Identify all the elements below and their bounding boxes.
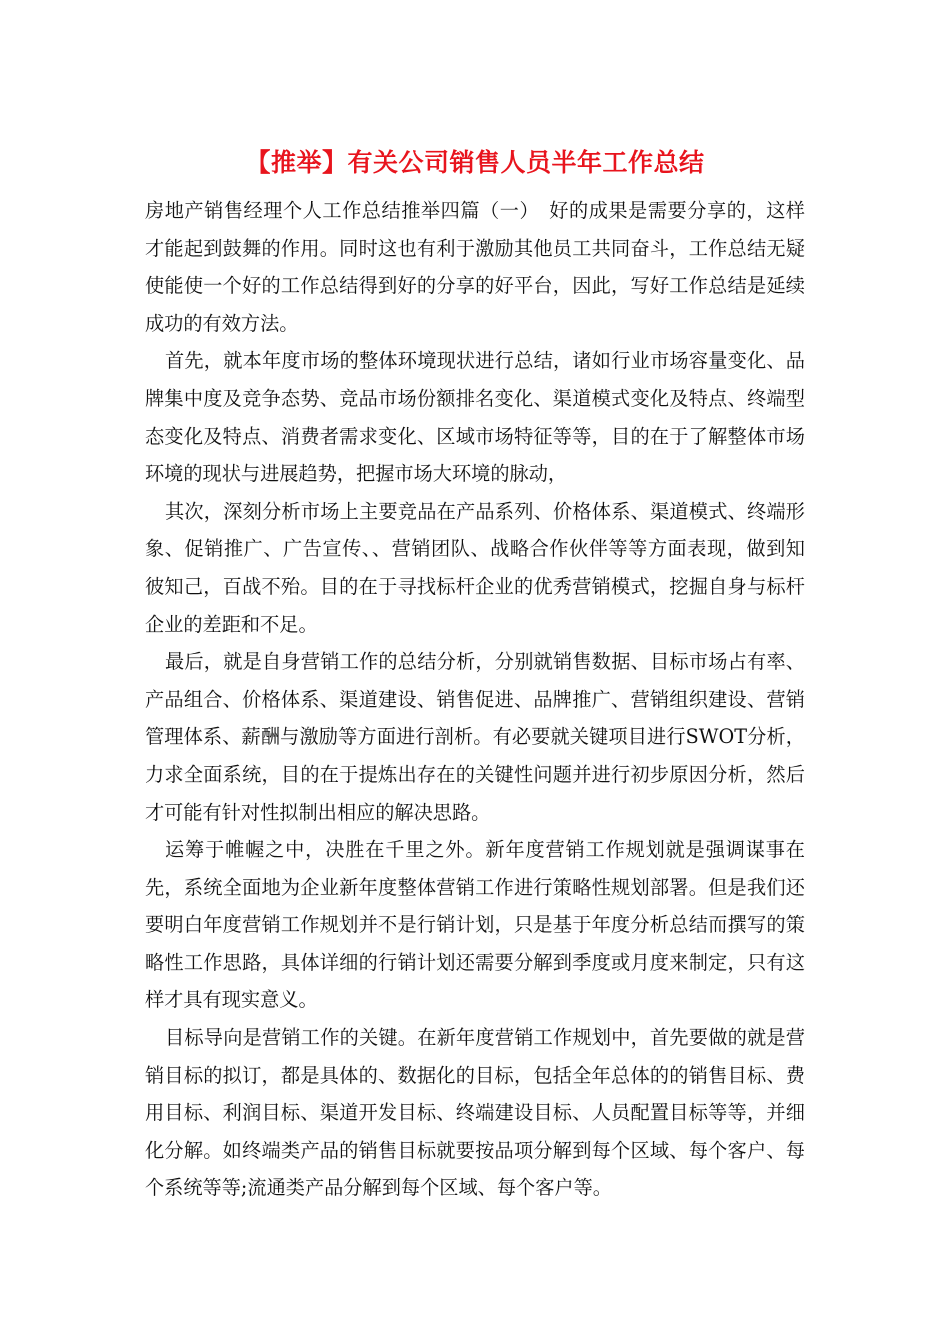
- paragraph-intro: 房地产销售经理个人工作总结推举四篇（一） 好的成果是需要分享的，这样才能起到鼓舞的作用。同时这也有利于激励其他员工共同奋斗，工作总结无疑使能使一个好的工作总结得到好的分享的好平台，因此，写好工作总结是延续成功的有效方法。: [145, 199, 805, 335]
- paragraph-market-environment: 首先，就本年度市场的整体环境现状进行总结，诸如行业市场容量变化、品牌集中度及竞争态势、竞品市场份额排名变化、渠道模式变化及特点、终端型态变化及特点、消费者需求变化、区域市场特征等等，目的在于了解整体市场环境的现状与进展趋势，把握市场大环境的脉动，: [145, 349, 805, 486]
- paragraph-self-analysis: 最后，就是自身营销工作的总结分析，分别就销售数据、目标市场占有率、产品组合、价格体系、渠道建设、销售促进、品牌推广、营销组织建设、营销管理体系、薪酬与激励等方面进行剖析。有必要就关键项目进行SWOT分析，力求全面系统，目的在于提炼出存在的关键性问题并进行初步原因分析，然后才可能有针对性拟制出相应的解决思路。: [145, 650, 805, 824]
- document-title: 【推举】有关公司销售人员半年工作总结: [245, 148, 705, 177]
- paragraph-competitor-analysis: 其次，深刻分析市场上主要竞品在产品系列、价格体系、渠道模式、终端形象、促销推广、广告宣传、、营销团队、战略合作伙伴等等方面表现，做到知彼知己，百战不殆。目的在于寻找标杆企业的优秀营销模式，挖掘自身与标杆企业的差距和不足。: [145, 499, 805, 636]
- paragraph-annual-planning: 运筹于帷幄之中，决胜在千里之外。新年度营销工作规划就是强调谋事在先，系统全面地为企业新年度整体营销工作进行策略性规划部署。但是我们还要明白年度营销工作规划并不是行销计划，只是基于年度分析总结而撰写的策略性工作思路，具体详细的行销计划还需要分解到季度或月度来制定，只有这样才具有现实意义。: [145, 838, 805, 1012]
- paragraph-target-orientation: 目标导向是营销工作的关键。在新年度营销工作规划中，首先要做的就是营销目标的拟订，都是具体的、数据化的目标，包括全年总体的的销售目标、费用目标、利润目标、渠道开发目标、终端建设目标、人员配置目标等等，并细化分解。如终端类产品的销售目标就要按品项分解到每个区域、每个客户、每个系统等等;流通类产品分解到每个区域、每个客户等。: [145, 1026, 805, 1200]
- document-body: [145, 192, 805, 1207]
